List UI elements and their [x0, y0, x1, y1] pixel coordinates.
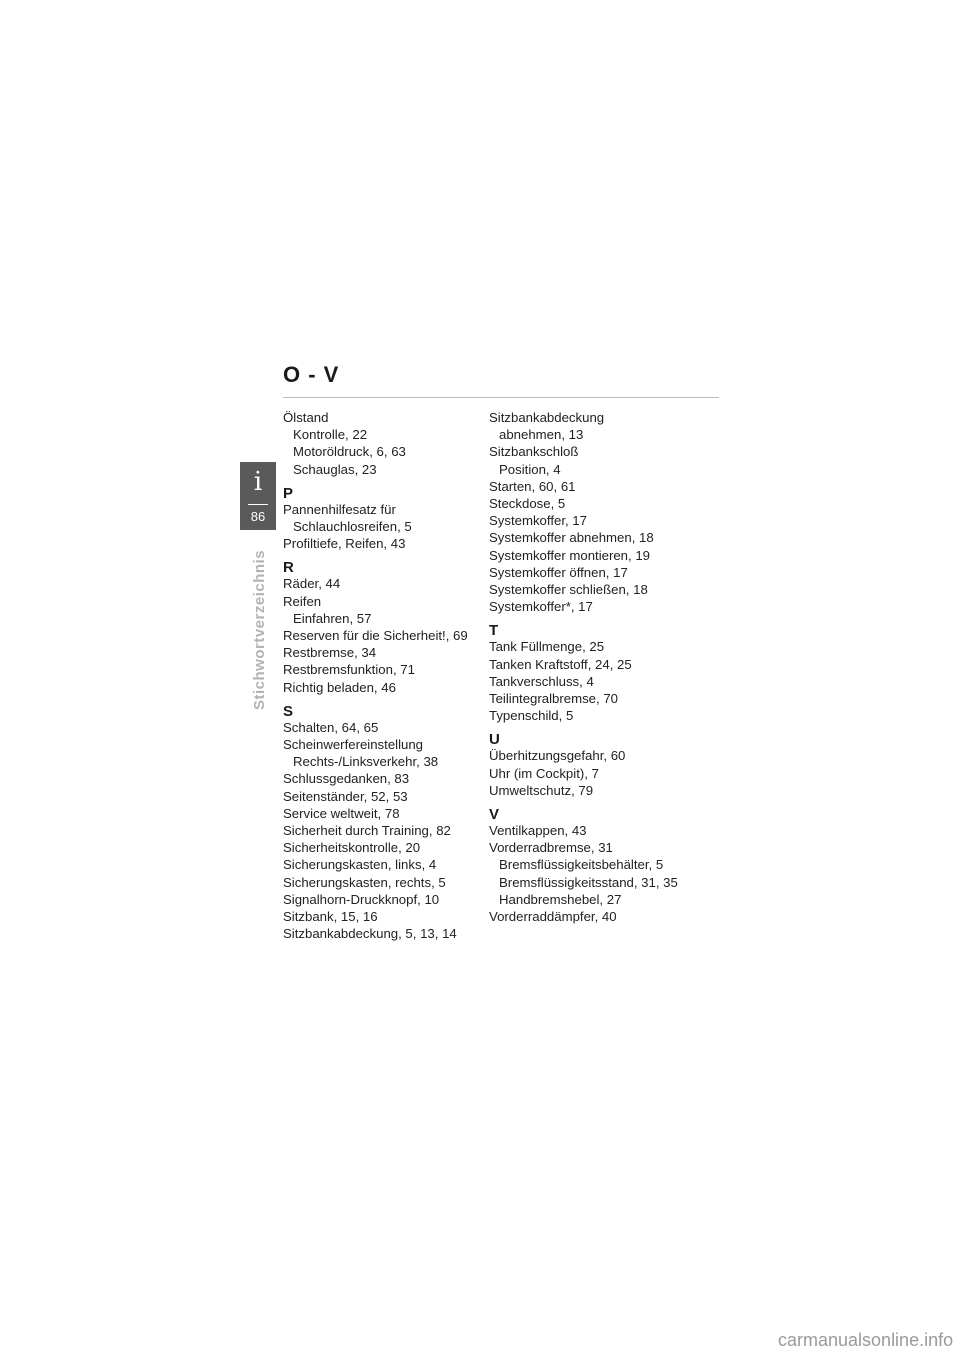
index-entry: Sicherheitskontrolle, 20 — [283, 840, 421, 856]
index-entry: Seitenständer, 52, 53 — [283, 788, 408, 804]
index-entry: Steckdose, 5 — [489, 496, 566, 512]
index-entry: Starten, 60, 61 — [489, 478, 576, 494]
index-entry: Ventilkappen, 43 — [489, 823, 587, 839]
index-entry: Systemkoffer abnehmen, 18 — [489, 530, 654, 546]
section-tab — [240, 462, 276, 530]
index-entry: Reifen — [283, 593, 322, 609]
index-subentry: Bremsflüssigkeitsbehälter, 5 — [499, 857, 664, 873]
index-entry: Sicherungskasten, links, 4 — [283, 857, 437, 873]
index-entry: Schlussgedanken, 83 — [283, 771, 410, 787]
index-entry: Uhr (im Cockpit), 7 — [489, 765, 599, 781]
site-watermark: carmanualsonline.info — [778, 1330, 954, 1350]
index-subentry: Rechts-/Linksverkehr, 38 — [293, 754, 439, 770]
index-entry: Überhitzungsgefahr, 60 — [489, 748, 626, 764]
index-subentry: Position, 4 — [499, 461, 561, 477]
index-entry: Systemkoffer, 17 — [489, 513, 587, 529]
index-entry: Signalhorn-Druckknopf, 10 — [283, 891, 440, 907]
index-entry: Sitzbank, 15, 16 — [283, 909, 378, 925]
index-subentry: Motoröldruck, 6, 63 — [293, 444, 406, 460]
index-letter-heading: U — [489, 731, 500, 749]
index-entry: Reserven für die Sicherheit!, 69 — [283, 628, 468, 644]
index-entry: Vorderraddämpfer, 40 — [489, 909, 617, 925]
index-entry: Ölstand — [283, 410, 329, 425]
index-column-left — [283, 409, 493, 942]
index-column-right — [489, 409, 719, 925]
index-subentry: Schlauchlosreifen, 5 — [293, 519, 412, 535]
index-subentry: Schauglas, 23 — [293, 461, 377, 477]
index-entry: Sitzbankschloß — [489, 444, 579, 460]
index-entry: Restbremse, 34 — [283, 645, 377, 661]
index-subentry: Einfahren, 57 — [293, 610, 372, 626]
index-entry: Teilintegralbremse, 70 — [489, 691, 619, 707]
index-entry: Sicherheit durch Training, 82 — [283, 823, 451, 839]
index-letter-heading: V — [489, 806, 500, 824]
index-letter-heading: T — [489, 622, 499, 640]
index-entry: Restbremsfunktion, 71 — [283, 662, 415, 678]
index-entry: Räder, 44 — [283, 576, 341, 592]
index-entry: Typenschild, 5 — [489, 708, 574, 724]
index-entry: Tanken Kraftstoff, 24, 25 — [489, 656, 632, 672]
index-entry: Tankverschluss, 4 — [489, 673, 594, 689]
info-icon: i — [253, 467, 263, 497]
index-subentry: Kontrolle, 22 — [293, 427, 368, 443]
index-entry: Pannenhilfesatz für — [283, 501, 396, 517]
page-number: 86 — [250, 509, 266, 524]
index-letter-heading: S — [283, 702, 294, 720]
index-entry: Systemkoffer montieren, 19 — [489, 547, 651, 563]
index-entry: Systemkoffer schließen, 18 — [489, 582, 648, 598]
index-entry: Sicherungskasten, rechts, 5 — [283, 874, 446, 890]
heading-divider — [283, 397, 719, 398]
index-entry: Sitzbankabdeckung — [489, 410, 605, 425]
page-title: O - V — [283, 362, 340, 387]
index-letter-heading: R — [283, 559, 294, 577]
section-label: Stichwortverzeichnis — [251, 549, 268, 710]
index-entry: Service weltweit, 78 — [283, 805, 400, 821]
index-subentry: Bremsflüssigkeitsstand, 31, 35 — [499, 874, 678, 890]
index-entry: Scheinwerfereinstellung — [283, 737, 424, 753]
index-subentry: abnehmen, 13 — [499, 427, 584, 443]
index-subentry: Handbremshebel, 27 — [499, 891, 622, 907]
index-entry: Sitzbankabdeckung, 5, 13, 14 — [283, 926, 457, 942]
index-entry: Richtig beladen, 46 — [283, 679, 396, 695]
index-entry: Schalten, 64, 65 — [283, 719, 379, 735]
index-entry: Vorderradbremse, 31 — [489, 840, 613, 856]
index-entry: Umweltschutz, 79 — [489, 782, 594, 798]
index-entry: Systemkoffer öffnen, 17 — [489, 564, 628, 580]
index-entry: Systemkoffer*, 17 — [489, 599, 593, 615]
tab-divider — [248, 504, 268, 505]
index-entry: Profiltiefe, Reifen, 43 — [283, 536, 406, 552]
index-entry: Tank Füllmenge, 25 — [489, 639, 605, 655]
index-letter-heading: P — [283, 484, 294, 502]
